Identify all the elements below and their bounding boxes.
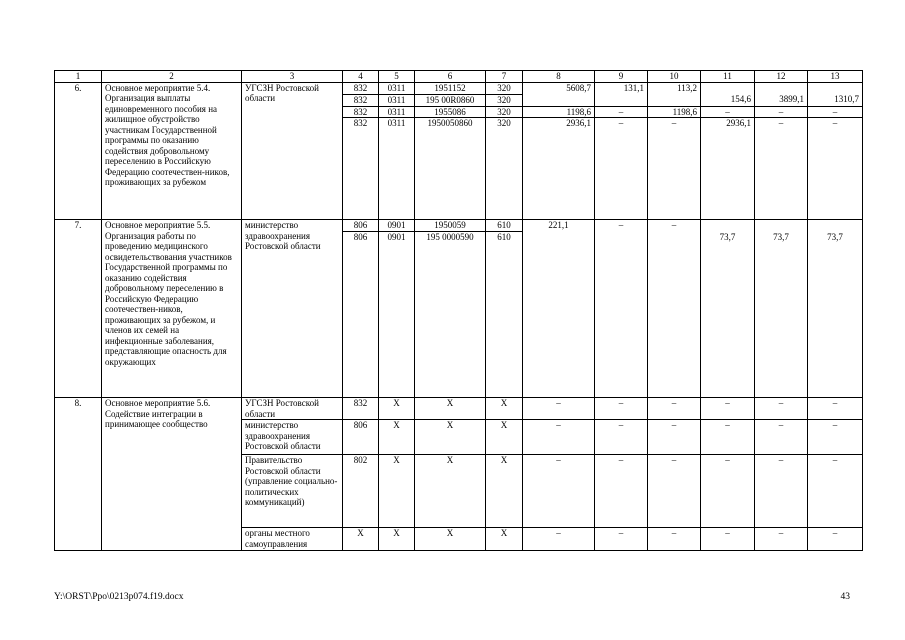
cell-c10: 1198,6 — [648, 106, 701, 118]
col-header-12: 12 — [755, 71, 808, 83]
cell-c5: 0311 — [379, 82, 415, 94]
table-row-8 — [55, 398, 863, 420]
cell-c6: 1950059 — [415, 220, 486, 232]
cell-c7: Х — [486, 420, 523, 455]
cell-c11 — [701, 82, 755, 94]
cell-c7: 320 — [486, 82, 523, 94]
executor-cell: министерство здравоохранения Ростовской области — [242, 220, 343, 398]
cell-c12: 73,7 — [755, 232, 808, 398]
cell-c5: 0901 — [379, 232, 415, 398]
row-number: 8. — [55, 398, 102, 551]
cell-c5: Х — [379, 455, 415, 528]
cell-c10: – — [648, 528, 701, 551]
cell-c5: 0311 — [379, 94, 415, 106]
cell-c9: 131,1 — [595, 82, 648, 94]
cell-c9: – — [595, 455, 648, 528]
cell-c10 — [648, 94, 701, 106]
cell-c12: – — [755, 455, 808, 528]
cell-c12 — [755, 82, 808, 94]
cell-c12: – — [755, 420, 808, 455]
cell-c5: 0901 — [379, 220, 415, 232]
cell-c11: – — [701, 455, 755, 528]
cell-c11 — [701, 220, 755, 232]
cell-c12: – — [755, 118, 808, 220]
activity-cell: Основное мероприятие 5.4. Организация выплаты единовременного пособия на жилищное обустройство участникам Государственной программы по оказанию содействия добровольному переселению в Российскую Федерацию соотечествен-ников, проживающих за рубежом — [102, 82, 242, 220]
cell-c6: Х — [415, 398, 486, 420]
cell-c8: 221,1 — [523, 220, 595, 232]
cell-c6: Х — [415, 420, 486, 455]
program-table — [54, 70, 863, 551]
cell-c4: 806 — [343, 232, 379, 398]
activity-cell: Основное мероприятие 5.5. Организация работы по проведению медицинского освидетельствования участников Государственной программы по оказанию содействия добровольному переселению в Российскую Федерацию соотечествен-ников, проживающих за рубежом, и членов их семей на инфекционные заболевания, представляющие опасность для окружающих — [102, 220, 242, 398]
col-header-1: 1 — [55, 71, 102, 83]
cell-c10 — [648, 232, 701, 398]
page-number: 43 — [840, 592, 850, 602]
col-header-7: 7 — [486, 71, 523, 83]
col-header-13: 13 — [808, 71, 863, 83]
cell-c11: 154,6 — [701, 94, 755, 106]
cell-c6: Х — [415, 455, 486, 528]
cell-c6: Х — [415, 528, 486, 551]
col-header-10: 10 — [648, 71, 701, 83]
row-number: 7. — [55, 220, 102, 398]
cell-c8: 1198,6 — [523, 106, 595, 118]
cell-c4: 806 — [343, 420, 379, 455]
cell-c4: 832 — [343, 82, 379, 94]
col-header-4: 4 — [343, 71, 379, 83]
cell-c13: – — [808, 398, 863, 420]
cell-c13: 73,7 — [808, 232, 863, 398]
cell-c13 — [808, 82, 863, 94]
cell-c4: 832 — [343, 106, 379, 118]
cell-c6: 1951152 — [415, 82, 486, 94]
row-number: 6. — [55, 82, 102, 220]
col-header-3: 3 — [242, 71, 343, 83]
activity-cell: Основное мероприятие 5.6. Содействие интеграции в принимающее сообщество — [102, 398, 242, 551]
cell-c8 — [523, 94, 595, 106]
col-header-8: 8 — [523, 71, 595, 83]
cell-c10: – — [648, 118, 701, 220]
cell-c8: – — [523, 420, 595, 455]
cell-c11: – — [701, 398, 755, 420]
cell-c13: – — [808, 106, 863, 118]
cell-c4: 832 — [343, 118, 379, 220]
cell-c10: – — [648, 420, 701, 455]
cell-c7: Х — [486, 398, 523, 420]
cell-c11: – — [701, 420, 755, 455]
cell-c9: – — [595, 528, 648, 551]
cell-c5: 0311 — [379, 106, 415, 118]
executor-cell: министерство здравоохранения Ростовской области — [242, 420, 343, 455]
cell-c8: 5608,7 — [523, 82, 595, 94]
col-header-2: 2 — [102, 71, 242, 83]
cell-c9: – — [595, 220, 648, 232]
cell-c11: 2936,1 — [701, 118, 755, 220]
cell-c6: 195 00R0860 — [415, 94, 486, 106]
cell-c4: 832 — [343, 398, 379, 420]
cell-c9: – — [595, 118, 648, 220]
col-header-5: 5 — [379, 71, 415, 83]
cell-c8 — [523, 232, 595, 398]
cell-c5: Х — [379, 398, 415, 420]
cell-c8: – — [523, 528, 595, 551]
cell-c4: 806 — [343, 220, 379, 232]
executor-cell: органы местного самоуправления — [242, 528, 343, 551]
cell-c9 — [595, 232, 648, 398]
cell-c6: 1950050860 — [415, 118, 486, 220]
cell-c10: – — [648, 220, 701, 232]
cell-c12 — [755, 220, 808, 232]
cell-c4: 832 — [343, 94, 379, 106]
col-header-9: 9 — [595, 71, 648, 83]
cell-c7: 610 — [486, 220, 523, 232]
header-row — [55, 71, 863, 83]
file-path-footer: Y:\ORST\Ppo\0213p074.f19.docx — [54, 592, 184, 602]
cell-c10: – — [648, 398, 701, 420]
cell-c12: 3899,1 — [755, 94, 808, 106]
cell-c13: – — [808, 528, 863, 551]
cell-c4: 802 — [343, 455, 379, 528]
cell-c5: Х — [379, 528, 415, 551]
cell-c7: 610 — [486, 232, 523, 398]
cell-c13 — [808, 220, 863, 232]
cell-c13: 1310,7 — [808, 94, 863, 106]
cell-c8: – — [523, 455, 595, 528]
cell-c7: Х — [486, 528, 523, 551]
cell-c13: – — [808, 455, 863, 528]
cell-c12: – — [755, 398, 808, 420]
cell-c7: 320 — [486, 94, 523, 106]
cell-c10: – — [648, 455, 701, 528]
cell-c12: – — [755, 528, 808, 551]
cell-c11: 73,7 — [701, 232, 755, 398]
cell-c11: – — [701, 528, 755, 551]
executor-cell: Правительство Ростовской области (управление социально-политических коммуникаций) — [242, 455, 343, 528]
cell-c6: 195 0000590 — [415, 232, 486, 398]
cell-c6: 1955086 — [415, 106, 486, 118]
cell-c8: – — [523, 398, 595, 420]
cell-c7: 320 — [486, 106, 523, 118]
cell-c9: – — [595, 398, 648, 420]
cell-c10: 113,2 — [648, 82, 701, 94]
cell-c13: – — [808, 118, 863, 220]
cell-c8: 2936,1 — [523, 118, 595, 220]
executor-cell: УГСЗН Ростовской области — [242, 398, 343, 420]
col-header-11: 11 — [701, 71, 755, 83]
cell-c12: – — [755, 106, 808, 118]
table-row-6 — [55, 82, 863, 94]
cell-c13: – — [808, 420, 863, 455]
cell-c9: – — [595, 420, 648, 455]
cell-c9: – — [595, 106, 648, 118]
table-row-7 — [55, 220, 863, 232]
cell-c7: Х — [486, 455, 523, 528]
cell-c5: Х — [379, 420, 415, 455]
cell-c9 — [595, 94, 648, 106]
cell-c5: 0311 — [379, 118, 415, 220]
col-header-6: 6 — [415, 71, 486, 83]
cell-c4: Х — [343, 528, 379, 551]
cell-c7: 320 — [486, 118, 523, 220]
executor-cell: УГСЗН Ростовской области — [242, 82, 343, 220]
cell-c11: – — [701, 106, 755, 118]
